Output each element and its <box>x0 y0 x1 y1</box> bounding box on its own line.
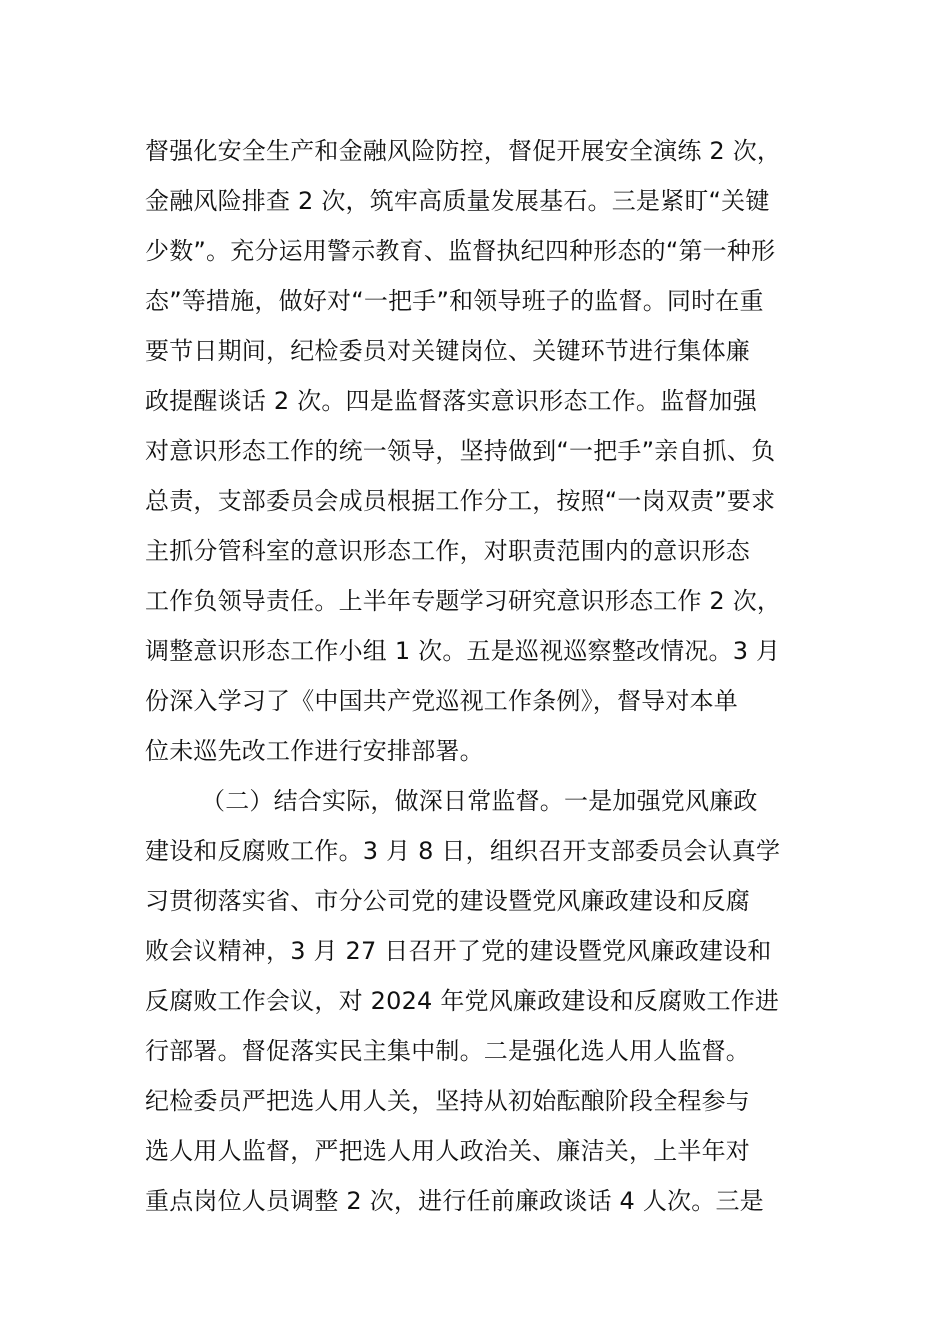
text-line: 态”等措施，做好对“一把手”和领导班子的监督。同时在重 <box>145 287 764 315</box>
text-line: 反腐败工作会议，对 2024 年党风廉政建设和反腐败工作进 <box>145 987 780 1015</box>
body-text <box>145 126 835 1226</box>
text-line: 建设和反腐败工作。3 月 8 日，组织召开支部委员会认真学 <box>145 837 781 865</box>
text-line: 位未巡先改工作进行安排部署。 <box>145 737 484 765</box>
text-line: 少数”。充分运用警示教育、监督执纪四种形态的“第一种形 <box>145 237 776 265</box>
text-line: 选人用人监督，严把选人用人政治关、廉洁关，上半年对 <box>145 1137 750 1165</box>
text-line: 对意识形态工作的统一领导，坚持做到“一把手”亲自抓、负 <box>145 437 776 465</box>
text-line: 份深入学习了《中国共产党巡视工作条例》，督导对本单 <box>145 687 738 715</box>
text-line: 纪检委员严把选人用人关，坚持从初始酝酿阶段全程参与 <box>145 1087 750 1115</box>
text-line: 行部署。督促落实民主集中制。二是强化选人用人监督。 <box>145 1037 750 1065</box>
text-line: 重点岗位人员调整 2 次，进行任前廉政谈话 4 人次。三是 <box>145 1187 764 1215</box>
text-line: 金融风险排查 2 次，筑牢高质量发展基石。三是紧盯“关键 <box>145 187 770 215</box>
text-line: 要节日期间，纪检委员对关键岗位、关键环节进行集体廉 <box>145 337 750 365</box>
text-line: 主抓分管科室的意识形态工作，对职责范围内的意识形态 <box>145 537 750 565</box>
text-line: 败会议精神，3 月 27 日召开了党的建设暨党风廉政建设和 <box>145 937 772 965</box>
text-line: 调整意识形态工作小组 1 次。五是巡视巡察整改情况。3 月 <box>145 637 781 665</box>
text-line: 政提醒谈话 2 次。四是监督落实意识形态工作。监督加强 <box>145 387 757 415</box>
text-line: 习贯彻落实省、市分公司党的建设暨党风廉政建设和反腐 <box>145 887 750 915</box>
text-line: 督强化安全生产和金融风险防控，督促开展安全演练 2 次， <box>145 137 782 165</box>
text-line: 总责，支部委员会成员根据工作分工，按照“一岗双责”要求 <box>145 487 776 515</box>
section-heading-line: （二）结合实际，做深日常监督。一是加强党风廉政 <box>201 787 758 815</box>
text-line: 工作负领导责任。上半年专题学习研究意识形态工作 2 次， <box>145 587 782 615</box>
